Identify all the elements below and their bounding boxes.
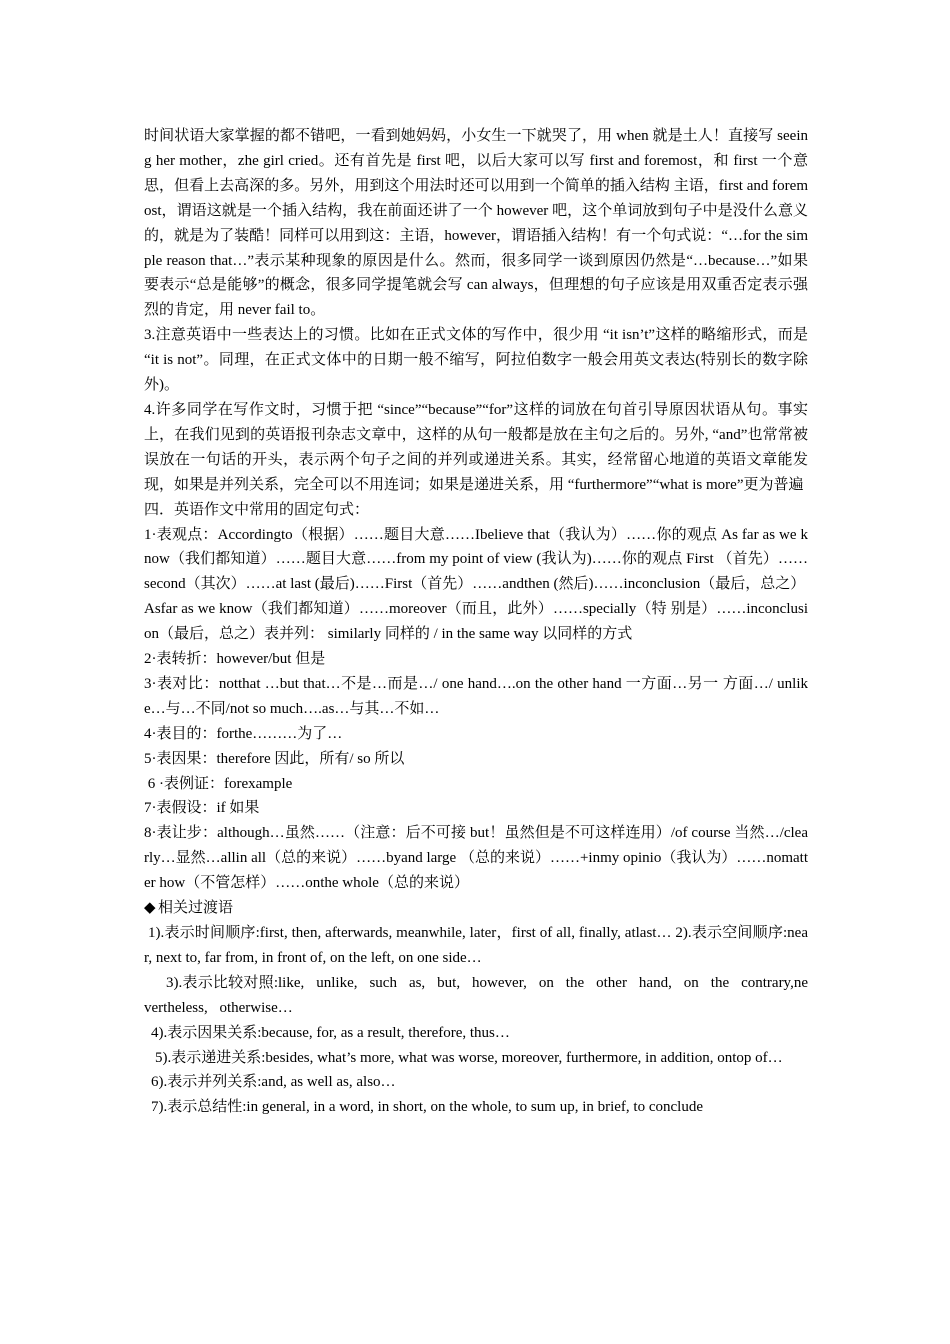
section-heading-fixed-patterns: 四．英语作文中常用的固定句式： xyxy=(144,501,370,518)
transition-heading-text: 相关过渡语 xyxy=(158,900,234,917)
paragraph-point-4: 4.许多同学在写作文时，习惯于把 “since”“because”“for”这样的词放在句首引导原因状语从句。事实上，在我们见到的英语报刊杂志文章中，这样的从句一般都是放在主句之后的。另外, “and”也常常被误放在一句话的开头，表示两个句子之间的并列或递进关系。其实，经常留心地道的英语文章能发现，如果是并列关系，完全可以不用连词；如果是递进关系，用 “furthermore”“what is more”更为普遍 xyxy=(144,401,808,493)
transition-heading xyxy=(144,896,808,921)
transition-item-5: 5).表示递进关系:besides, what’s more, what was worse, moreover, furthermore, in addition, ontop of… xyxy=(155,1049,783,1066)
paragraph-pattern-6: 6 ·表例证：forexample xyxy=(144,775,293,792)
paragraph-pattern-5: 5·表因果：therefore 因此，所有/ so 所以 xyxy=(144,750,405,767)
transition-item-4: 4).表示因果关系:because, for, as a result, therefore, thus… xyxy=(151,1024,510,1041)
paragraph-time-adverbial: 时间状语大家掌握的都不错吧，一看到她妈妈，小女生一下就哭了，用 when 就是土人！直接写 seeing her mother，zhe girl cried。还有首先是 first 吧，以后大家可以写 first and foremost，和 first 一个意思，但看上去高深的多。另外，用到这个用法时还可以用到一个简单的插入结构 主语，first and foremost，谓语这就是一个插入结构，我在前面还讲了一个 however 吧，这个单词放到句子中是没什么意义的，就是为了装酷！同样可以用到这：主语，however，谓语插入结构！有一个句式说：“…for the simple reason that…”表示某种现象的原因是什么。然而，很多同学一谈到原因仍然是“…because…”如果要表示“总是能够”的概念，很多同学提笔就会写 can always，但理想的句子应该是用双重否定表示强烈的肯定，用 never fail to。 xyxy=(144,128,808,319)
diamond-bullet-icon: ◆ xyxy=(144,900,156,917)
transition-item-7: 7).表示总结性:in general, in a word, in short, on the whole, to sum up, in brief, to conclude xyxy=(151,1099,703,1116)
paragraph-pattern-4: 4·表目的：forthe………为了… xyxy=(144,725,343,742)
paragraph-pattern-1-cont: Asfar as we know（我们都知道）……moreover（而且，此外）……specially（特 别是）……inconclusion（最后，总之）表并列： similarly 同样的 / in the same way 以同样的方式 xyxy=(144,601,808,643)
paragraph-point-3: 3.注意英语中一些表达上的习惯。比如在正式文体的写作中，很少用 “it isn’t”这样的略缩形式，而是 “it is not”。同理，在正式文体中的日期一般不缩写，阿拉伯数字一般会用英文表达(特别长的数字除外)。 xyxy=(144,327,808,394)
transition-item-1: 1).表示时间顺序:first, then, afterwards, meanwhile, later，first of all, finally, atlast… 2).表示空间顺序:near, next to, far from, in front of, on the left, on one side… xyxy=(144,925,808,966)
document-body xyxy=(144,124,808,1120)
paragraph-pattern-3: 3·表对比：notthat …but that…不是…而是…/ one hand….on the other hand 一方面…另一 方面…/ unlike…与…不同/not so much….as…与其…不如… xyxy=(144,675,808,717)
paragraph-pattern-1: 1·表观点：Accordingto（根据）……题目大意……Ibelieve that（我认为）……你的观点 As far as we know（我们都知道）……题目大意……from my point of view (我认为)……你的观点 First （首先）……second（其次）……at last (最后)……First（首先）……andthen (然后)……inconclusion（最后，总之） xyxy=(144,526,808,593)
paragraph-pattern-7: 7·表假设：if 如果 xyxy=(144,800,260,817)
paragraph-pattern-8: 8·表让步：although…虽然……（注意：后不可接 but！虽然但是不可这样连用）/of course 当然…/clearly…显然…allin all（总的来说）……byand large （总的来说）……+inmy opinio（我认为）……nomatter how（不管怎样）……onthe whole（总的来说） xyxy=(144,825,808,892)
transition-item-3: 3).表示比较对照:like, unlike, such as, but, however, on the other hand, on the contrary,nevertheless, otherwise… xyxy=(144,974,808,1016)
paragraph-pattern-2: 2·表转折：however/but 但是 xyxy=(144,651,326,668)
transition-item-6: 6).表示并列关系:and, as well as, also… xyxy=(151,1074,396,1091)
